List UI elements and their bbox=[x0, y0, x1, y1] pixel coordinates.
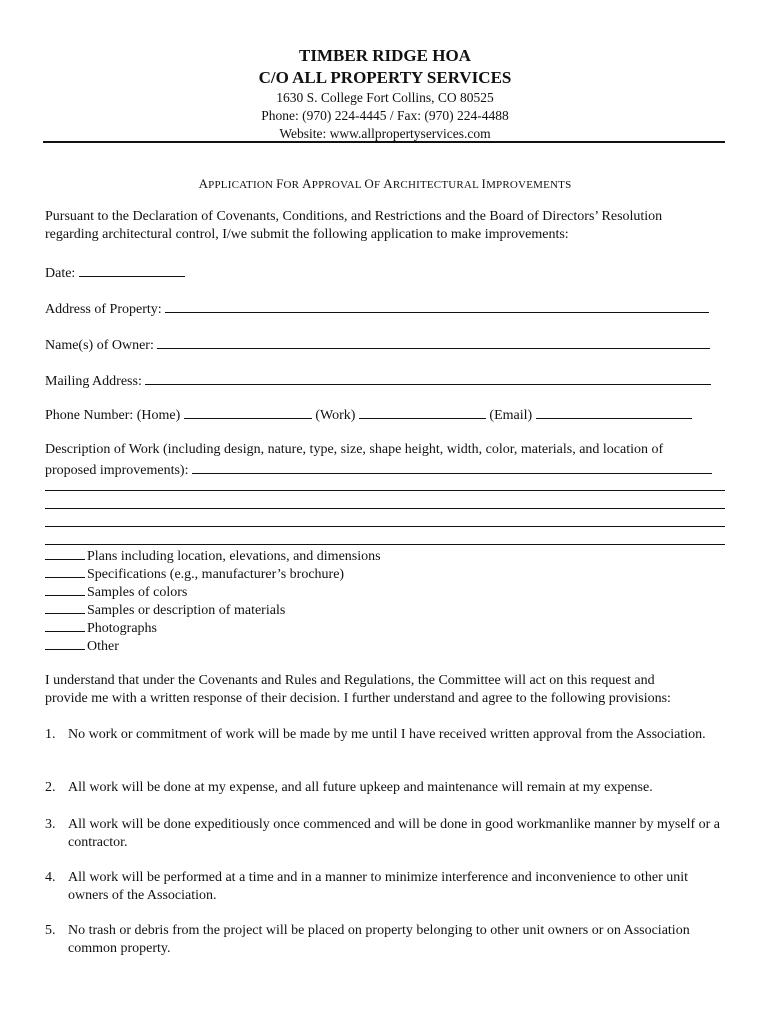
description-line-3[interactable] bbox=[45, 508, 725, 509]
description-label-line-2: proposed improvements): bbox=[45, 463, 189, 478]
understand-text-line-2: provide me with a written response of their decision. I further understand and agree to the following provisions: bbox=[45, 691, 671, 706]
phone-work-label: (Work) bbox=[315, 408, 356, 423]
provision-text: No work or commitment of work will be made by me until I have received written approval from the Association. bbox=[68, 727, 706, 742]
description-field[interactable] bbox=[192, 459, 712, 474]
mailing-address-row bbox=[45, 370, 711, 391]
checklist-label: Other bbox=[87, 639, 119, 654]
phone-home-label: Phone Number: (Home) bbox=[45, 408, 181, 423]
provision-number: 1. bbox=[45, 727, 56, 742]
company-address: 1630 S. College Fort Collins, CO 80525 bbox=[276, 90, 494, 105]
hoa-name: TIMBER RIDGE HOA bbox=[299, 46, 471, 65]
date-field[interactable] bbox=[79, 262, 185, 277]
checklist-label: Plans including location, elevations, and dimensions bbox=[87, 549, 381, 564]
provision-number: 4. bbox=[45, 870, 56, 885]
intro-text-line-1: Pursuant to the Declaration of Covenants, Conditions, and Restrictions and the Board of Directors’ Resolution bbox=[45, 209, 663, 224]
checklist-item bbox=[45, 619, 157, 638]
checklist-blank[interactable] bbox=[45, 547, 85, 560]
checklist-blank[interactable] bbox=[45, 619, 85, 632]
description-row bbox=[45, 459, 712, 480]
owner-name-field[interactable] bbox=[157, 334, 710, 349]
provision-text: No trash or debris from the project will be placed on property belonging to other unit owners or on Association common property. bbox=[68, 923, 690, 956]
checklist-item bbox=[45, 547, 381, 566]
form-title: APPLICATION FOR APPROVAL OF ARCHITECTURAL IMPROVEMENTS bbox=[198, 176, 572, 191]
checklist-item bbox=[45, 637, 119, 656]
property-address-row bbox=[45, 298, 709, 319]
checklist-blank[interactable] bbox=[45, 565, 85, 578]
email-label: (Email) bbox=[489, 408, 533, 423]
checklist-item bbox=[45, 583, 187, 602]
provision-text: All work will be performed at a time and in a manner to minimize interference and inconvenience to other unit owners of the Association. bbox=[68, 870, 689, 903]
provision-text: All work will be done expeditiously once commenced and will be done in good workmanlike manner by myself or a contractor. bbox=[68, 817, 721, 850]
description-line-2[interactable] bbox=[45, 490, 725, 491]
checklist-label: Samples of colors bbox=[87, 585, 188, 600]
mailing-address-field[interactable] bbox=[145, 370, 711, 385]
provision-number: 5. bbox=[45, 923, 56, 938]
checklist-blank[interactable] bbox=[45, 601, 85, 614]
checklist-blank[interactable] bbox=[45, 637, 85, 650]
understand-text-line-1: I understand that under the Covenants and Rules and Regulations, the Committee will act on this request and bbox=[45, 673, 655, 688]
checklist-item bbox=[45, 601, 285, 620]
owner-name-row bbox=[45, 334, 710, 355]
date-row bbox=[45, 262, 185, 283]
checklist-label: Specifications (e.g., manufacturer’s brochure) bbox=[87, 567, 345, 582]
property-address-field[interactable] bbox=[165, 298, 709, 313]
description-line-4[interactable] bbox=[45, 526, 725, 527]
provision-number: 2. bbox=[45, 780, 56, 795]
company-phone-fax: Phone: (970) 224-4445 / Fax: (970) 224-4488 bbox=[261, 108, 509, 123]
phone-row bbox=[45, 404, 692, 425]
owner-name-label: Name(s) of Owner: bbox=[45, 338, 154, 353]
provision-text: All work will be done at my expense, and all future upkeep and maintenance will remain at my expense. bbox=[68, 780, 653, 795]
email-field[interactable] bbox=[536, 404, 692, 419]
checklist-label: Samples or description of materials bbox=[87, 603, 286, 618]
management-company: C/O ALL PROPERTY SERVICES bbox=[258, 68, 512, 87]
checklist-label: Photographs bbox=[87, 621, 157, 636]
header-divider bbox=[43, 141, 725, 143]
checklist-item bbox=[45, 565, 344, 584]
phone-work-field[interactable] bbox=[359, 404, 486, 419]
intro-text-line-2: regarding architectural control, I/we submit the following application to make improvements: bbox=[45, 227, 569, 242]
checklist-blank[interactable] bbox=[45, 583, 85, 596]
company-website: Website: www.allpropertyservices.com bbox=[279, 126, 491, 141]
provision-number: 3. bbox=[45, 817, 56, 832]
date-label: Date: bbox=[45, 266, 76, 281]
property-address-label: Address of Property: bbox=[45, 302, 162, 317]
description-line-5[interactable] bbox=[45, 544, 725, 545]
phone-home-field[interactable] bbox=[184, 404, 312, 419]
description-label-line-1: Description of Work (including design, nature, type, size, shape height, width, color, materials, and location of bbox=[45, 442, 664, 457]
mailing-address-label: Mailing Address: bbox=[45, 374, 142, 389]
